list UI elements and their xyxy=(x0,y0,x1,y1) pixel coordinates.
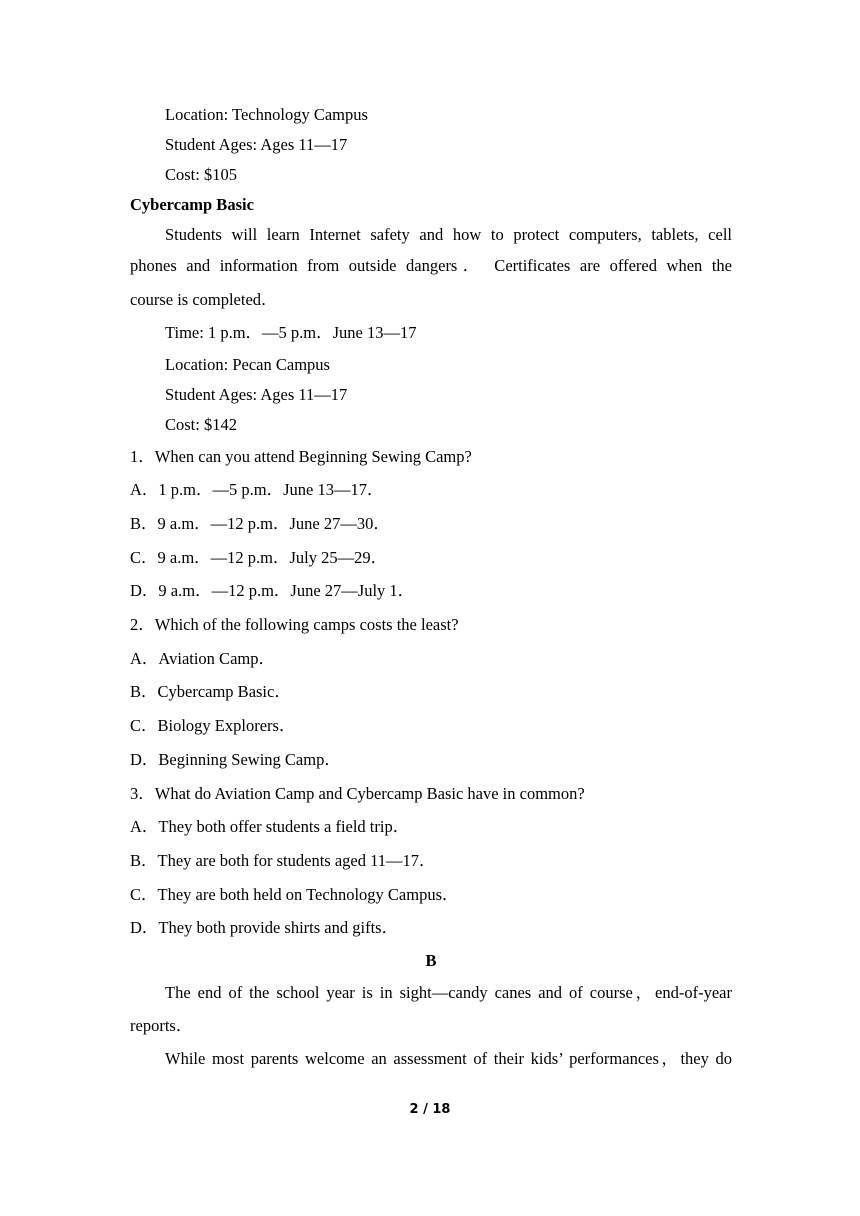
cybercamp-location: Location: Pecan Campus xyxy=(165,355,330,374)
question-3-option-d: D．They both provide shirts and gifts． xyxy=(130,918,399,937)
prev-camp-cost: Cost: $105 xyxy=(165,165,237,184)
cybercamp-title: Cybercamp Basic xyxy=(130,195,254,214)
page-number: 2 / 18 xyxy=(409,1102,451,1117)
question-3-option-a: A．They both offer students a field trip． xyxy=(130,817,410,836)
section-b-p1-line2: reports． xyxy=(130,1016,193,1035)
question-2-option-a: A．Aviation Camp． xyxy=(130,649,275,668)
cybercamp-desc-line2: phones and information from outside dangers． Certificates are offered when the xyxy=(130,256,732,275)
question-3-option-b: B．They are both for students aged 11—17． xyxy=(130,851,436,870)
question-2-stem: 2．Which of the following camps costs the least? xyxy=(130,615,459,634)
question-3-stem: 3．What do Aviation Camp and Cybercamp Basic have in common? xyxy=(130,784,585,803)
section-b-p2-line1: While most parents welcome an assessment of their kids’ performances，they do xyxy=(165,1049,732,1068)
question-2-option-b: B．Cybercamp Basic． xyxy=(130,682,291,701)
prev-camp-ages: Student Ages: Ages 11—17 xyxy=(165,135,348,154)
question-1-option-b: B．9 a.m．—12 p.m．June 27—30． xyxy=(130,514,390,533)
question-1-stem: 1．When can you attend Beginning Sewing Camp? xyxy=(130,447,472,466)
question-1-option-d: D．9 a.m．—12 p.m．June 27—July 1． xyxy=(130,581,415,600)
question-1-option-a: A．1 p.m．—5 p.m．June 13—17． xyxy=(130,480,384,499)
cybercamp-time: Time: 1 p.m．—5 p.m．June 13—17 xyxy=(165,323,417,342)
cybercamp-desc-line3: course is completed． xyxy=(130,290,278,309)
cybercamp-ages: Student Ages: Ages 11—17 xyxy=(165,385,348,404)
question-2-option-c: C．Biology Explorers． xyxy=(130,716,296,735)
section-b-p1-line1: The end of the school year is in sight—candy canes and of course，end-of-year xyxy=(165,983,732,1002)
question-1-option-c: C．9 a.m．—12 p.m．July 25—29． xyxy=(130,548,388,567)
prev-camp-location: Location: Technology Campus xyxy=(165,105,368,124)
cybercamp-cost: Cost: $142 xyxy=(165,415,237,434)
cybercamp-desc-line1: Students will learn Internet safety and how to protect computers, tablets, cell xyxy=(165,225,732,244)
question-2-option-d: D．Beginning Sewing Camp． xyxy=(130,750,341,769)
section-b-heading: B xyxy=(425,951,437,970)
question-3-option-c: C．They are both held on Technology Campus． xyxy=(130,885,459,904)
